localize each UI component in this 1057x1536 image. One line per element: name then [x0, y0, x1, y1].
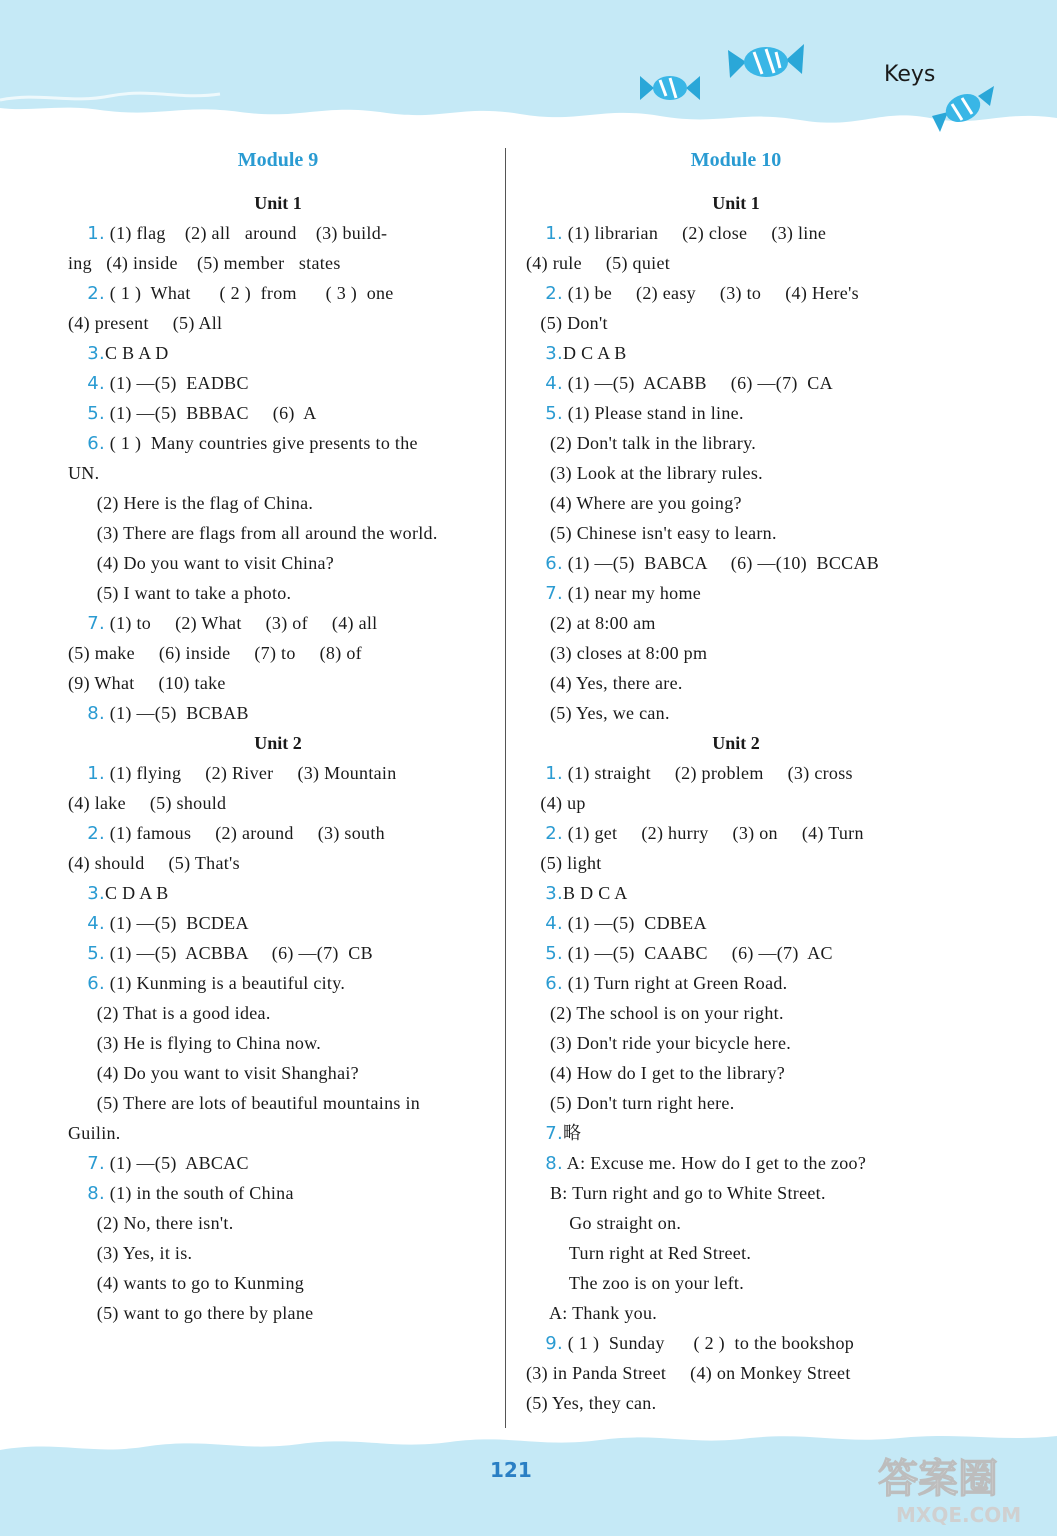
indent: [526, 1333, 545, 1353]
answer-line: [68, 608, 488, 638]
answer-text: D C A B: [562, 343, 627, 363]
answer-line: [526, 1328, 946, 1358]
answer-text: (1) —(5) BBBAC (6) A: [104, 403, 317, 423]
answer-line: [526, 488, 946, 518]
answer-line: [526, 1358, 946, 1388]
question-number: 5.: [545, 403, 563, 424]
indent: [68, 703, 87, 723]
indent: [526, 373, 545, 393]
answer-line: [68, 578, 488, 608]
question-number: 3.: [545, 883, 563, 904]
answer-text: (5) I want to take a photo.: [68, 583, 292, 603]
answer-text: (4) up: [526, 793, 586, 813]
question-number: 6.: [545, 553, 563, 574]
question-number: 3.: [87, 883, 105, 904]
answer-line: [68, 1298, 488, 1328]
answer-text: (4) How do I get to the library?: [526, 1063, 786, 1083]
question-number: 5.: [87, 943, 105, 964]
answer-text: (1) —(5) BCDEA: [104, 913, 249, 933]
answer-text: (1) Kunming is a beautiful city.: [104, 973, 346, 993]
answer-line: [526, 398, 946, 428]
indent: [526, 763, 545, 783]
answer-line: [526, 278, 946, 308]
answer-text: (1) be (2) easy (3) to (4) Here's: [562, 283, 859, 303]
answer-text: (4) Do you want to visit Shanghai?: [68, 1063, 359, 1083]
answer-line: [526, 938, 946, 968]
answer-text: (3) closes at 8:00 pm: [526, 643, 708, 663]
answer-text: (2) at 8:00 am: [526, 613, 656, 633]
answer-line: [526, 908, 946, 938]
answer-text: UN.: [68, 463, 100, 483]
question-number: 8.: [87, 703, 105, 724]
answer-list: [526, 758, 946, 1418]
answer-text: (4) present (5) All: [68, 313, 223, 333]
answer-text: C D A B: [104, 883, 169, 903]
candy-icon: [932, 82, 994, 132]
answer-text: (4) Where are you going?: [526, 493, 742, 513]
question-number: 2.: [545, 283, 563, 304]
question-number: 7.: [87, 1153, 105, 1174]
indent: [68, 883, 87, 903]
answer-text: C B A D: [104, 343, 169, 363]
question-number: 1.: [545, 223, 563, 244]
answer-line: [526, 578, 946, 608]
answer-line: [526, 968, 946, 998]
answer-text: (5) Yes, they can.: [526, 1393, 657, 1413]
indent: [526, 823, 545, 843]
answer-text: (3) Don't ride your bicycle here.: [526, 1033, 792, 1053]
answer-text: (4) Do you want to visit China?: [68, 553, 335, 573]
answer-line: [68, 398, 488, 428]
answer-line: [526, 548, 946, 578]
answer-text: (1) to (2) What (3) of (4) all: [104, 613, 378, 633]
answer-line: [68, 698, 488, 728]
question-number: 4.: [545, 913, 563, 934]
answer-text: ( 1 ) Sunday ( 2 ) to the bookshop: [562, 1333, 855, 1353]
answer-line: [68, 938, 488, 968]
indent: [526, 283, 545, 303]
answer-line: [68, 548, 488, 578]
indent: [68, 283, 87, 303]
answer-text: (3) in Panda Street (4) on Monkey Street: [526, 1363, 851, 1383]
question-number: 1.: [87, 763, 105, 784]
answer-text: (1) flying (2) River (3) Mountain: [104, 763, 397, 783]
answer-text: (3) There are flags from all around the world.: [68, 523, 438, 543]
module-10-column: [526, 140, 946, 1418]
unit-title: Unit 1: [712, 193, 760, 213]
indent: [526, 913, 545, 933]
answer-text: A: Thank you.: [526, 1303, 658, 1323]
answer-line: [68, 488, 488, 518]
module-title: Module 9: [237, 149, 319, 171]
answer-text: (1) —(5) ABCAC: [104, 1153, 249, 1173]
answer-text: (3) Yes, it is.: [68, 1243, 193, 1263]
answer-text: B: Turn right and go to White Street.: [526, 1183, 826, 1203]
module-9-column: [68, 140, 488, 1328]
answer-line: [526, 878, 946, 908]
unit-title: Unit 2: [254, 733, 302, 753]
question-number: 7.: [87, 613, 105, 634]
answer-line: [526, 1268, 946, 1298]
answer-text: (1) —(5) BCBAB: [104, 703, 249, 723]
answer-line: [526, 668, 946, 698]
answer-line: [68, 848, 488, 878]
answer-line: [68, 1148, 488, 1178]
answer-text: Turn right at Red Street.: [526, 1243, 752, 1263]
answer-line: [68, 308, 488, 338]
answer-text: (1) —(5) CDBEA: [562, 913, 707, 933]
indent: [68, 373, 87, 393]
indent: [68, 913, 87, 933]
indent: [526, 883, 545, 903]
indent: [526, 973, 545, 993]
answer-text: (9) What (10) take: [68, 673, 226, 693]
answer-line: [68, 278, 488, 308]
answer-text: (1) —(5) EADBC: [104, 373, 249, 393]
answer-line: [526, 308, 946, 338]
answer-text: (1) famous (2) around (3) south: [104, 823, 385, 843]
answer-line: [68, 1028, 488, 1058]
answer-text: 略: [562, 1123, 582, 1143]
answer-line: [68, 338, 488, 368]
svg-text:MXQE.COM: MXQE.COM: [896, 1503, 1022, 1527]
answer-line: [68, 368, 488, 398]
question-number: 2.: [87, 823, 105, 844]
question-number: 7.: [545, 1123, 563, 1144]
unit-title: Unit 2: [712, 733, 760, 753]
indent: [68, 943, 87, 963]
answer-text: (3) He is flying to China now.: [68, 1033, 322, 1053]
question-number: 4.: [545, 373, 563, 394]
answer-text: ing (4) inside (5) member states: [68, 253, 341, 273]
question-number: 8.: [87, 1183, 105, 1204]
answer-line: [526, 1118, 946, 1148]
page-number: 121: [490, 1458, 532, 1482]
answer-text: Go straight on.: [526, 1213, 682, 1233]
question-number: 6.: [87, 433, 105, 454]
answer-list: [526, 218, 946, 728]
answer-line: [526, 788, 946, 818]
answer-line: [68, 878, 488, 908]
answer-text: (5) Chinese isn't easy to learn.: [526, 523, 777, 543]
answer-line: [68, 818, 488, 848]
indent: [68, 223, 87, 243]
answer-text: (1) get (2) hurry (3) on (4) Turn: [562, 823, 864, 843]
question-number: 6.: [87, 973, 105, 994]
indent: [68, 823, 87, 843]
answer-line: [68, 998, 488, 1028]
indent: [526, 553, 545, 573]
indent: [68, 613, 87, 633]
answer-line: [68, 428, 488, 458]
indent: [526, 223, 545, 243]
indent: [68, 433, 87, 453]
answer-line: [526, 1238, 946, 1268]
candy-icon: [728, 40, 804, 84]
answer-line: [526, 848, 946, 878]
answer-line: [68, 908, 488, 938]
answer-line: [68, 1118, 488, 1148]
answer-line: [68, 968, 488, 998]
indent: [68, 1183, 87, 1203]
answer-list: [68, 758, 488, 1328]
question-number: 3.: [87, 343, 105, 364]
answer-line: [526, 368, 946, 398]
svg-text:答案圈: 答案圈: [878, 1456, 998, 1502]
answer-text: (4) should (5) That's: [68, 853, 240, 873]
answer-text: (5) light: [526, 853, 602, 873]
answer-text: (1) —(5) ACABB (6) —(7) CA: [562, 373, 833, 393]
indent: [68, 973, 87, 993]
question-number: 7.: [545, 583, 563, 604]
answer-text: (2) Here is the flag of China.: [68, 493, 314, 513]
answer-text: (1) —(5) ACBBA (6) —(7) CB: [104, 943, 373, 963]
indent: [526, 1123, 545, 1143]
answer-text: (5) want to go there by plane: [68, 1303, 314, 1323]
question-number: 5.: [87, 403, 105, 424]
answer-line: [526, 1208, 946, 1238]
answer-text: (2) Don't talk in the library.: [526, 433, 757, 453]
answer-line: [526, 1028, 946, 1058]
answer-line: [526, 1298, 946, 1328]
answer-line: [526, 218, 946, 248]
question-number: 2.: [545, 823, 563, 844]
unit-title: Unit 1: [254, 193, 302, 213]
question-number: 6.: [545, 973, 563, 994]
answer-text: (1) librarian (2) close (3) line: [562, 223, 827, 243]
indent: [526, 583, 545, 603]
answer-text: (1) —(5) CAABC (6) —(7) AC: [562, 943, 833, 963]
answer-text: (4) wants to go to Kunming: [68, 1273, 305, 1293]
question-number: 1.: [87, 223, 105, 244]
answer-line: [526, 338, 946, 368]
question-number: 8.: [545, 1153, 563, 1174]
answer-text: (2) That is a good idea.: [68, 1003, 271, 1023]
answer-line: [526, 758, 946, 788]
answer-text: (1) in the south of China: [104, 1183, 294, 1203]
candy-icon: [640, 70, 700, 106]
answer-line: [68, 788, 488, 818]
answer-text: (2) The school is on your right.: [526, 1003, 784, 1023]
answer-text: (1) straight (2) problem (3) cross: [562, 763, 853, 783]
question-number: 9.: [545, 1333, 563, 1354]
indent: [526, 1153, 545, 1173]
question-number: 3.: [545, 343, 563, 364]
answer-line: [526, 1148, 946, 1178]
question-number: 5.: [545, 943, 563, 964]
answer-line: [526, 1178, 946, 1208]
answer-line: [68, 1178, 488, 1208]
answer-text: (1) Please stand in line.: [562, 403, 744, 423]
answer-text: B D C A: [562, 883, 628, 903]
header-title: Keys: [884, 62, 936, 87]
answer-line: [68, 218, 488, 248]
indent: [68, 1153, 87, 1173]
answer-text: (1) —(5) BABCA (6) —(10) BCCAB: [562, 553, 880, 573]
answer-text: (4) lake (5) should: [68, 793, 227, 813]
answer-text: (5) There are lots of beautiful mountains in: [68, 1093, 421, 1113]
answer-text: (1) Turn right at Green Road.: [562, 973, 788, 993]
answer-text: ( 1 ) What ( 2 ) from ( 3 ) one: [104, 283, 394, 303]
question-number: 4.: [87, 373, 105, 394]
answer-line: [526, 458, 946, 488]
question-number: 2.: [87, 283, 105, 304]
answer-line: [68, 668, 488, 698]
question-number: 4.: [87, 913, 105, 934]
answer-text: (5) Don't turn right here.: [526, 1093, 735, 1113]
answer-line: [68, 458, 488, 488]
answer-line: [526, 1088, 946, 1118]
answer-list: [68, 218, 488, 728]
answer-line: [68, 1208, 488, 1238]
indent: [526, 343, 545, 363]
question-number: 1.: [545, 763, 563, 784]
answer-line: [526, 248, 946, 278]
indent: [68, 403, 87, 423]
answer-text: (1) near my home: [562, 583, 702, 603]
answer-text: (2) No, there isn't.: [68, 1213, 234, 1233]
answer-line: [68, 638, 488, 668]
indent: [526, 943, 545, 963]
answer-text: (1) flag (2) all around (3) build-: [104, 223, 388, 243]
answer-line: [68, 1088, 488, 1118]
indent: [68, 343, 87, 363]
answer-line: [526, 518, 946, 548]
answer-line: [526, 818, 946, 848]
answer-line: [526, 698, 946, 728]
column-divider: [505, 148, 506, 1428]
answer-line: [68, 1058, 488, 1088]
answer-text: (4) Yes, there are.: [526, 673, 683, 693]
answer-line: [526, 608, 946, 638]
answer-text: ( 1 ) Many countries give presents to the: [104, 433, 418, 453]
module-title: Module 10: [690, 149, 782, 171]
answer-text: (5) Yes, we can.: [526, 703, 670, 723]
answer-line: [526, 428, 946, 458]
answer-line: [68, 248, 488, 278]
answer-text: (5) Don't: [526, 313, 608, 333]
indent: [68, 763, 87, 783]
answer-text: (3) Look at the library rules.: [526, 463, 763, 483]
answer-line: [526, 638, 946, 668]
answer-text: Guilin.: [68, 1123, 121, 1143]
answer-text: (4) rule (5) quiet: [526, 253, 671, 273]
answer-text: A: Excuse me. How do I get to the zoo?: [562, 1153, 867, 1173]
answer-line: [68, 518, 488, 548]
indent: [526, 403, 545, 423]
answer-line: [526, 1388, 946, 1418]
answer-text: (5) make (6) inside (7) to (8) of: [68, 643, 362, 663]
answer-line: [68, 758, 488, 788]
watermark-logo: [868, 1448, 1048, 1528]
answer-text: The zoo is on your left.: [526, 1273, 745, 1293]
answer-line: [526, 1058, 946, 1088]
answer-line: [68, 1268, 488, 1298]
answer-line: [68, 1238, 488, 1268]
answer-line: [526, 998, 946, 1028]
